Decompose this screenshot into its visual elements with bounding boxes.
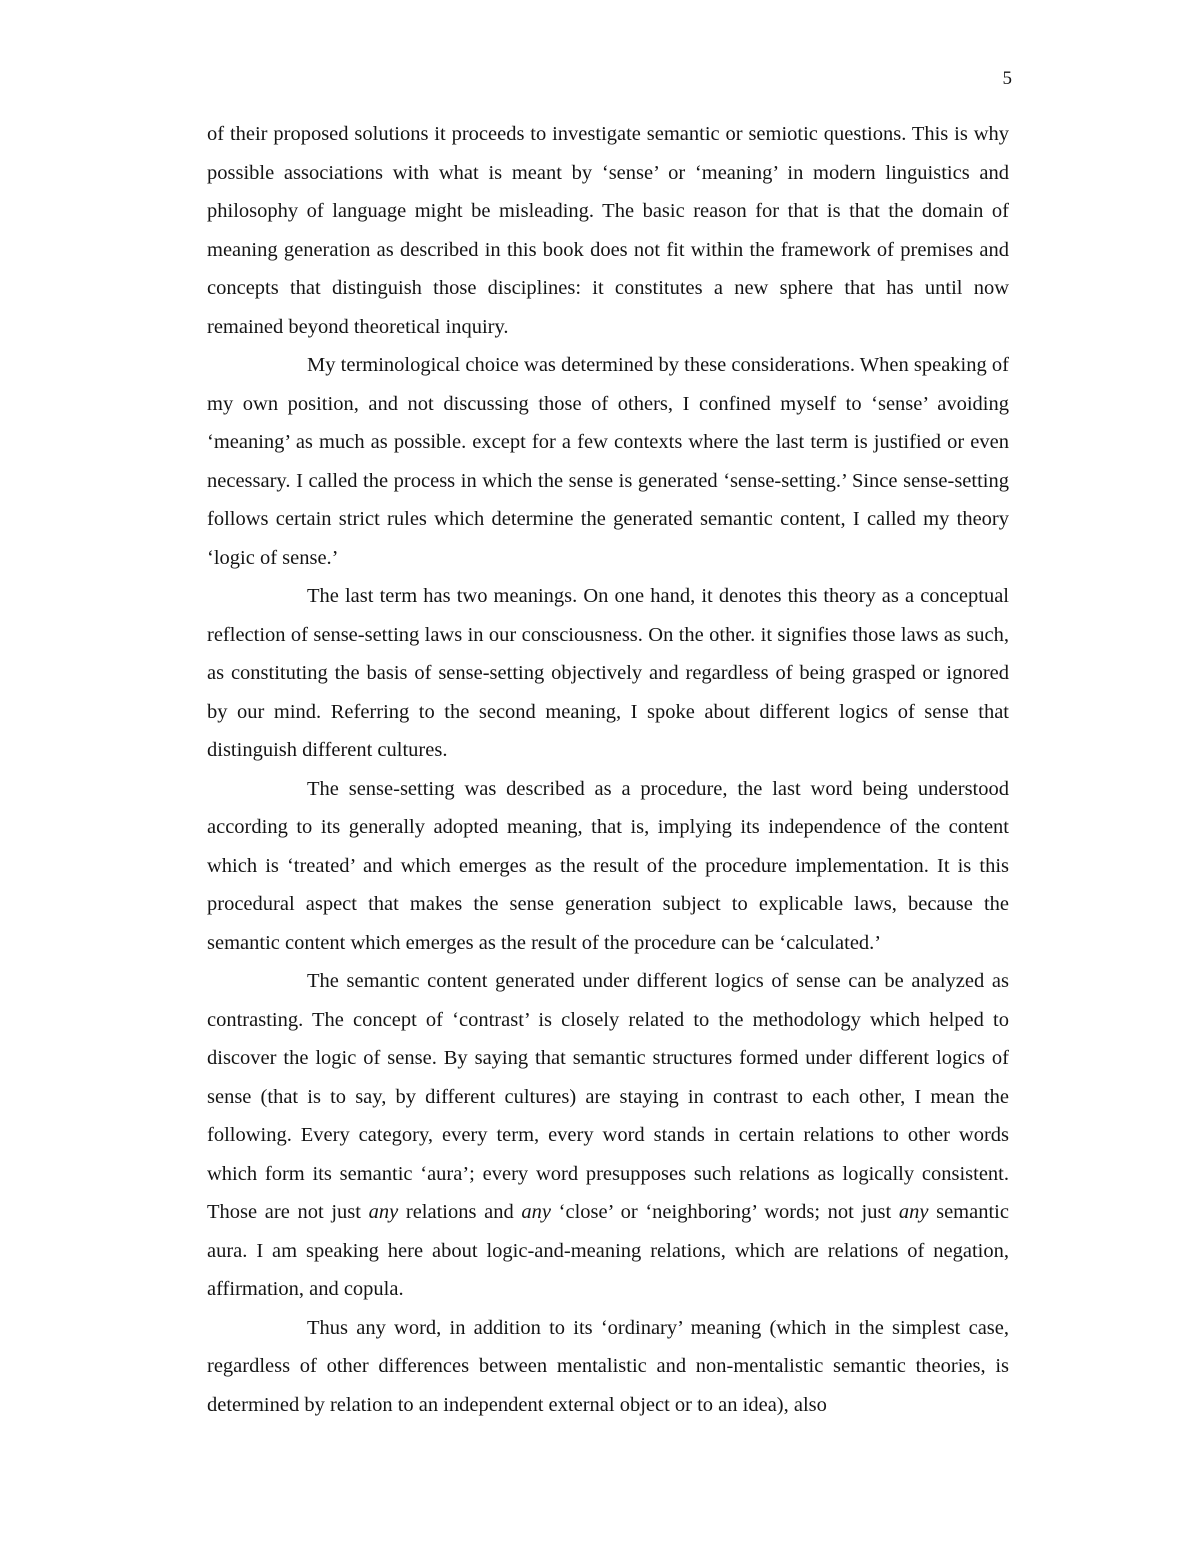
paragraph-text: Thus any word, in addition to its ‘ordinary’ meaning (which in the simplest case, regardless of other differences between mentalistic and non-mentalistic semantic theories, is determined by relation to an independent external object or to an idea), also xyxy=(207,1316,1009,1416)
paragraph-text: semantic aura. I am speaking here about logic-and-meaning relations, which are relations of negation, affirmation, and copula. xyxy=(207,1201,1009,1300)
paragraph-text: of their proposed solutions it proceeds to investigate semantic or semiotic questions. This is why possible associations with what is meant by ‘sense’ or ‘meaning’ in modern linguistics and philosophy of language might be misleading. The basic reason for that is that the domain of meaning generation as described in this book does not fit within the framework of premises and concepts that distinguish those disciplines: it constitutes a new sphere that has until now remained beyond theoretical inquiry. xyxy=(207,123,1009,338)
emphasized-text: any xyxy=(521,1201,552,1223)
body-text xyxy=(207,115,1009,1424)
paragraph-text: My terminological choice was determined by these considerations. When speaking of my own position, and not discussing those of others, I confined myself to ‘sense’ avoiding ‘meaning’ as much as possible. except for a few contexts where the last term is justified or even necessary. I called the process in which the sense is generated ‘sense-setting.’ Since sense-setting follows certain strict rules which determine the generated semantic content, I called my theory ‘logic of sense.’ xyxy=(207,354,1009,569)
paragraph xyxy=(207,770,1009,963)
paragraph xyxy=(207,115,1009,346)
paragraph xyxy=(207,346,1009,577)
paragraph-text: ‘close’ or ‘neighboring’ words; not just xyxy=(551,1201,899,1223)
emphasized-text: any xyxy=(898,1201,929,1223)
paragraph-text: relations and xyxy=(398,1201,522,1223)
page-number: 5 xyxy=(1002,68,1012,89)
paragraph-text: The sense-setting was described as a procedure, the last word being understood according to its generally adopted meaning, that is, implying its independence of the content which is ‘treated’ and which emerges as the result of the procedure implementation. It is this procedural aspect that makes the sense generation subject to explicable laws, because the semantic content which emerges as the result of the procedure can be ‘calculated.’ xyxy=(207,777,1009,954)
paragraph xyxy=(207,962,1009,1309)
paragraph-text: The last term has two meanings. On one hand, it denotes this theory as a conceptual reflection of sense-setting laws in our consciousness. On the other. it signifies those laws as such, as constituting the basis of sense-setting objectively and regardless of being grasped or ignored by our mind. Referring to the second meaning, I spoke about different logics of sense that distinguish different cultures. xyxy=(207,585,1009,761)
emphasized-text: any xyxy=(368,1201,399,1223)
paragraph xyxy=(207,1309,1009,1425)
paragraph xyxy=(207,577,1009,770)
paragraph-text: The semantic content generated under different logics of sense can be analyzed as contrasting. The concept of ‘contrast’ is closely related to the methodology which helped to discover the logic of sense. By saying that semantic structures formed under different logics of sense (that is to say, by different cultures) are staying in contrast to each other, I mean the following. Every category, every term, every word stands in certain relations to other words which form its semantic ‘aura’; every word presupposes such relations as logically consistent. Those are not just xyxy=(207,970,1009,1223)
